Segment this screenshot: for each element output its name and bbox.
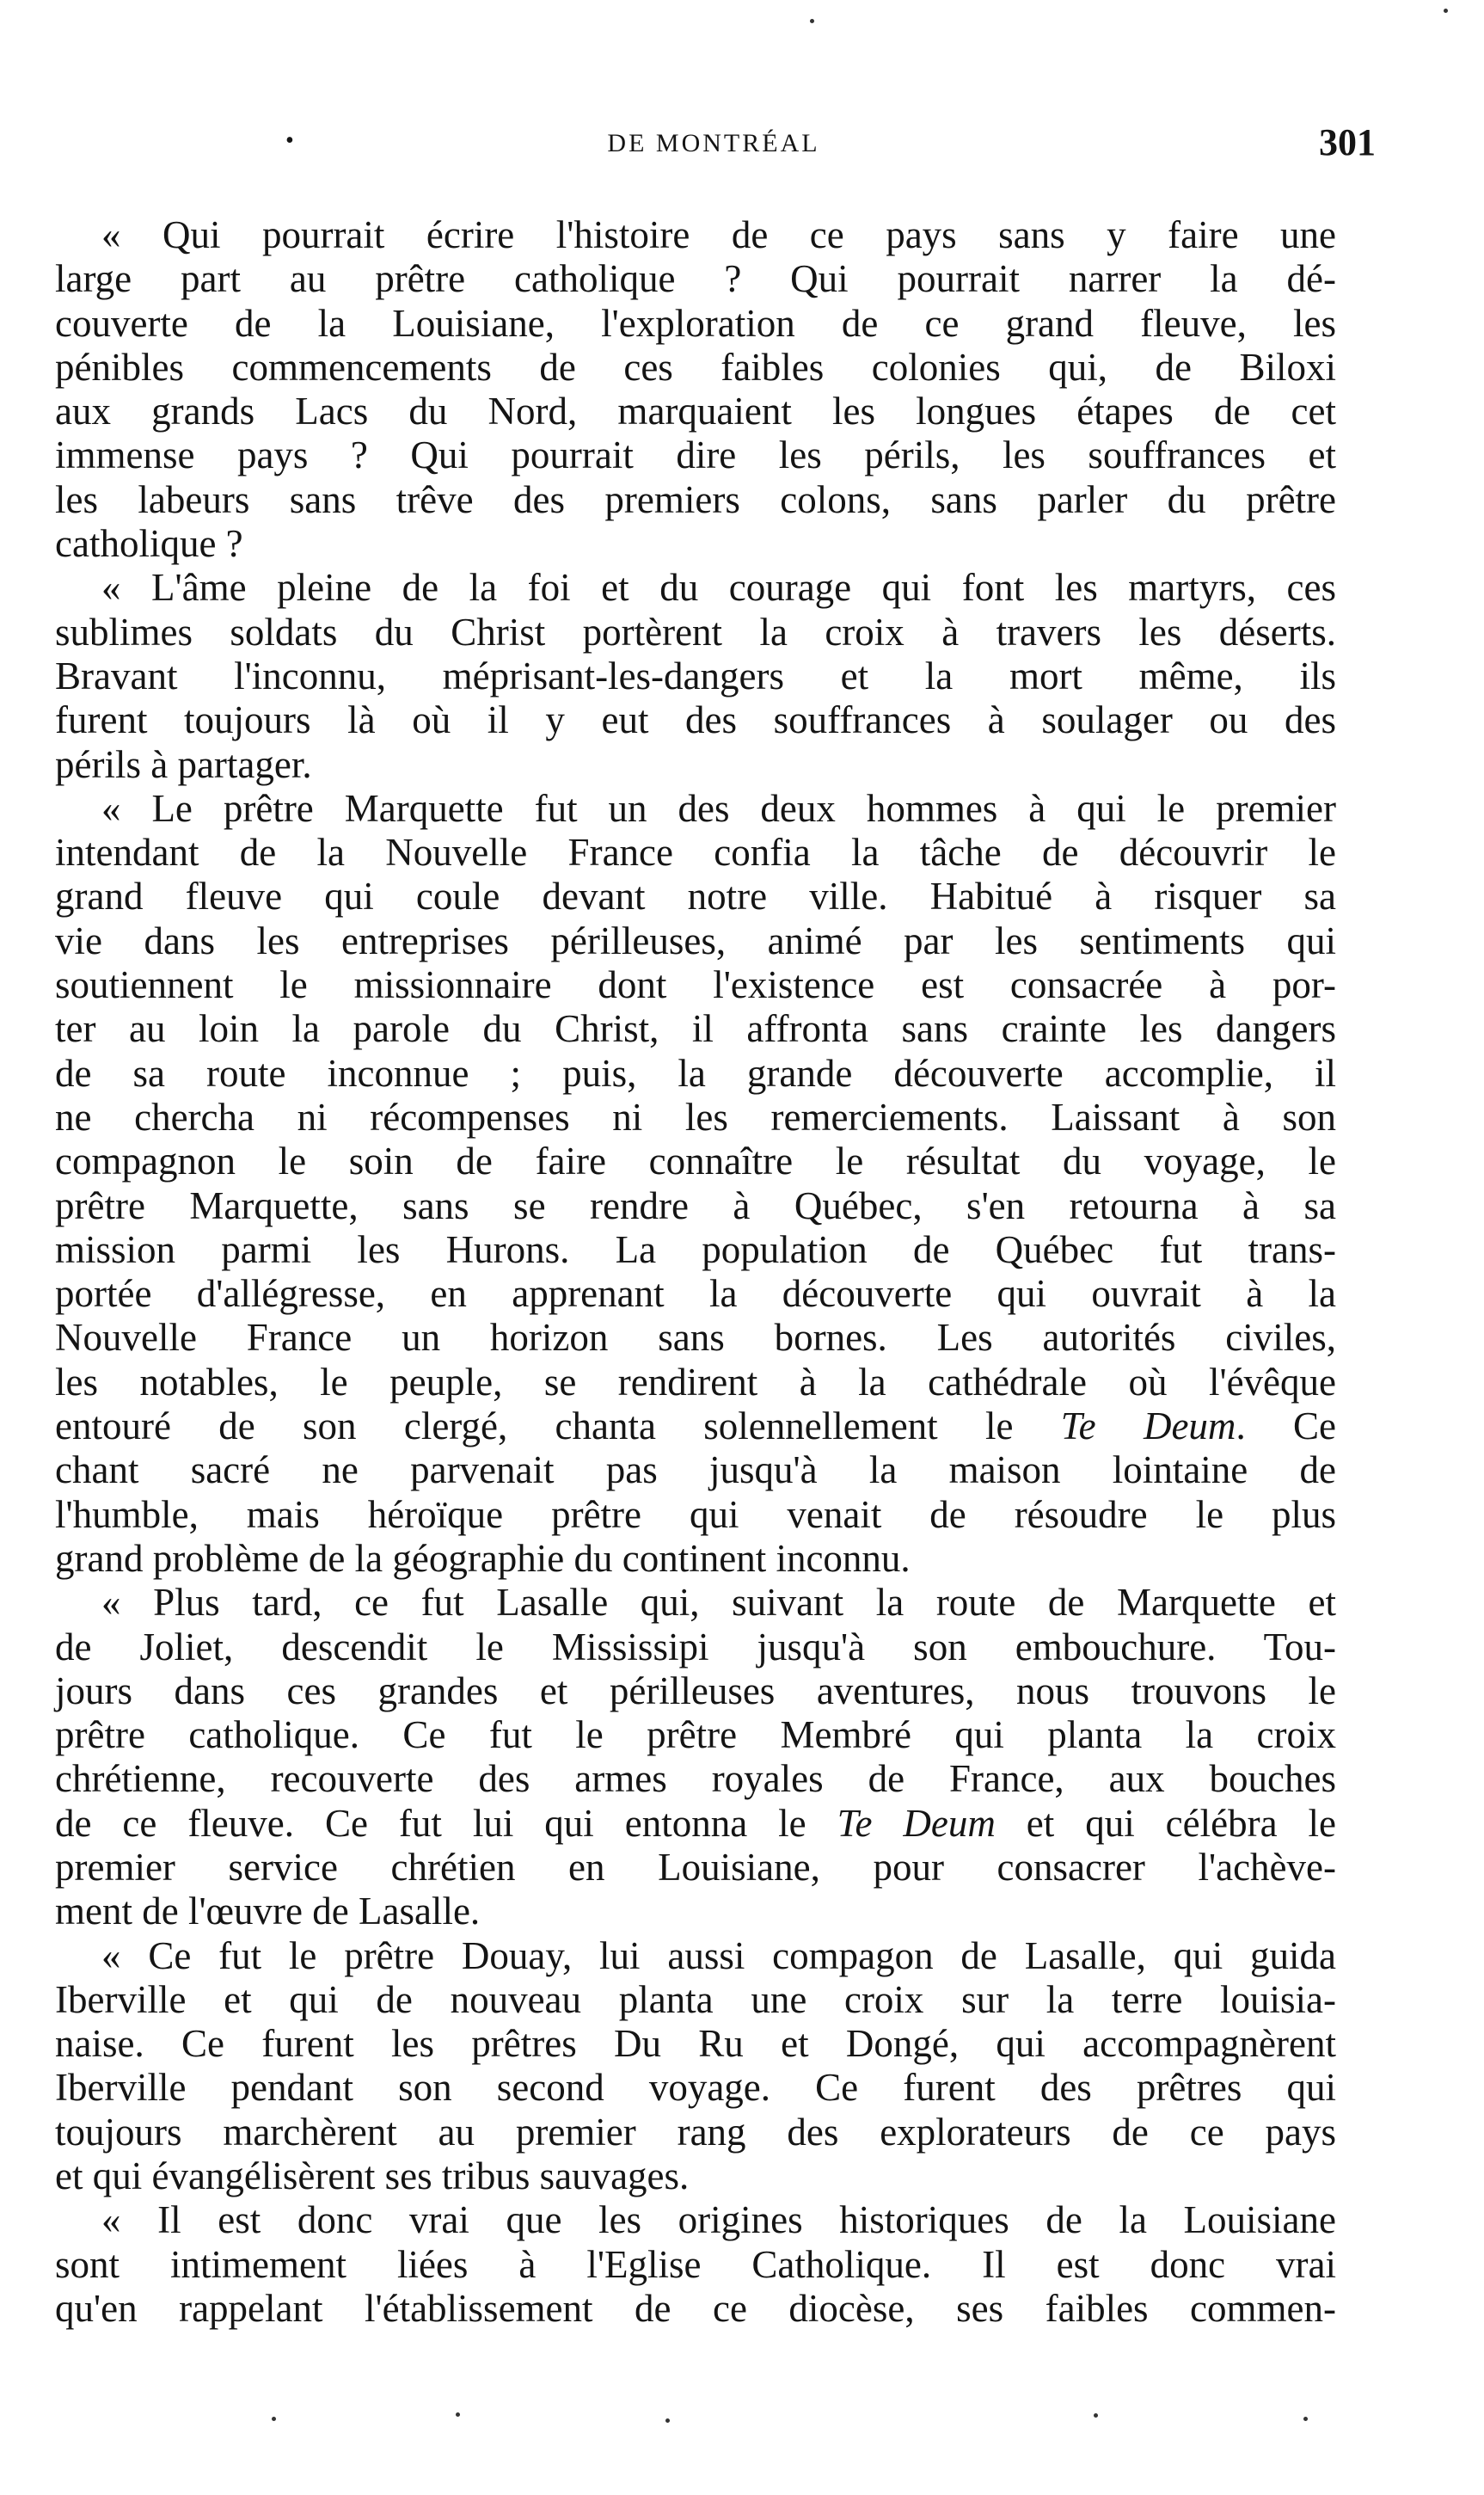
text-line: ter au loin la parole du Christ, il affronta sans crainte les dangers [55, 1007, 1336, 1051]
print-speck [1303, 2417, 1308, 2421]
print-speck [456, 2412, 460, 2417]
text-line: de ce fleuve. Ce fut lui qui entonna le Te Deum et qui célébra le [55, 1801, 1336, 1845]
text-line: naise. Ce furent les prêtres Du Ru et Dongé, qui accompagnèrent [55, 2022, 1336, 2066]
text-line: ne chercha ni récompenses ni les remerciements. Laissant à son [55, 1095, 1336, 1139]
text-line: Iberville et qui de nouveau planta une croix sur la terre louisia- [55, 1977, 1336, 2021]
text-line: sont intimement liées à l'Eglise Catholique. Il est donc vrai [55, 2242, 1336, 2286]
text-line: chrétienne, recouverte des armes royales de France, aux bouches [55, 1757, 1336, 1801]
paragraph [55, 213, 1336, 566]
running-head: DE MONTRÉAL [607, 129, 820, 157]
text-line: intendant de la Nouvelle France confia la tâche de découvrir le [55, 831, 1336, 875]
text-line: grand problème de la géographie du continent inconnu. [55, 1536, 911, 1580]
text-line: large part au prêtre catholique ? Qui pourrait narrer la dé- [55, 257, 1336, 301]
text-line: périls à partager. [55, 742, 312, 786]
page-number: 301 [1319, 121, 1376, 163]
paragraph [55, 1934, 1336, 2199]
paragraph [55, 566, 1336, 786]
page-header [52, 120, 1376, 172]
text-line: chant sacré ne parvenait pas jusqu'à la maison lointaine de [55, 1448, 1336, 1492]
text-line: jours dans ces grandes et périlleuses aventures, nous trouvons le [55, 1668, 1336, 1712]
print-speck [272, 2417, 276, 2421]
printer-bullet-mark: • [285, 127, 294, 154]
paragraph [55, 787, 1336, 1581]
text-line: aux grands Lacs du Nord, marquaient les longues étapes de cet [55, 390, 1336, 433]
text-line: Bravant l'inconnu, méprisant-les-dangers et la mort même, ils [55, 654, 1336, 697]
print-speck [1094, 2413, 1098, 2418]
print-speck [1444, 9, 1448, 13]
text-line: entouré de son clergé, chanta solennellement le Te Deum. Ce [55, 1404, 1336, 1448]
print-speck [810, 19, 814, 23]
text-line: les labeurs sans trêve des premiers colons, sans parler du prêtre [55, 477, 1336, 521]
text-line: « Qui pourrait écrire l'histoire de ce pays sans y faire une [101, 213, 1336, 256]
text-line: furent toujours là où il y eut des souffrances à soulager ou des [55, 698, 1336, 742]
text-line: ment de l'œuvre de Lasalle. [55, 1890, 481, 1933]
text-line: de sa route inconnue ; puis, la grande découverte accomplie, il [55, 1051, 1336, 1095]
text-line: et qui évangélisèrent ses tribus sauvages. [55, 2154, 690, 2198]
text-line: vie dans les entreprises périlleuses, animé par les sentiments qui [55, 919, 1336, 962]
text-line: grand fleuve qui coule devant notre ville. Habitué à risquer sa [55, 875, 1336, 919]
text-line: « Il est donc vrai que les origines historiques de la Louisiane [101, 2198, 1336, 2242]
text-line: les notables, le peuple, se rendirent à la cathédrale où l'évêque [55, 1360, 1336, 1404]
text-line: compagnon le soin de faire connaître le résultat du voyage, le [55, 1140, 1336, 1183]
text-line: Nouvelle France un horizon sans bornes. Les autorités civiles, [55, 1316, 1336, 1360]
text-line: « Ce fut le prêtre Douay, lui aussi compagon de Lasalle, qui guida [101, 1933, 1336, 1977]
text-line: immense pays ? Qui pourrait dire les périls, les souffrances et [55, 433, 1336, 477]
text-line: catholique ? [55, 522, 243, 566]
print-speck [665, 2418, 670, 2423]
text-line: qu'en rappelant l'établissement de ce diocèse, ses faibles commen- [55, 2286, 1336, 2330]
text-line: « Plus tard, ce fut Lasalle qui, suivant la route de Marquette et [101, 1581, 1336, 1625]
text-line: « Le prêtre Marquette fut un des deux hommes à qui le premier [101, 786, 1336, 830]
text-line: de Joliet, descendit le Mississipi jusqu'à son embouchure. Tou- [55, 1625, 1336, 1668]
text-line: mission parmi les Hurons. La population de Québec fut trans- [55, 1227, 1336, 1271]
paragraph [55, 2198, 1336, 2331]
text-line: toujours marchèrent au premier rang des explorateurs de ce pays [55, 2110, 1336, 2154]
text-line: l'humble, mais héroïque prêtre qui venait de résoudre le plus [55, 1492, 1336, 1536]
text-line: premier service chrétien en Louisiane, pour consacrer l'achève- [55, 1845, 1336, 1889]
paragraph [55, 1581, 1336, 1933]
text-line: prêtre catholique. Ce fut le prêtre Membré qui planta la croix [55, 1713, 1336, 1757]
text-line: « L'âme pleine de la foi et du courage qui font les martyrs, ces [101, 566, 1336, 610]
text-line: Iberville pendant son second voyage. Ce furent des prêtres qui [55, 2066, 1336, 2110]
text-line: pénibles commencements de ces faibles colonies qui, de Biloxi [55, 345, 1336, 389]
text-line: couverte de la Louisiane, l'exploration de ce grand fleuve, les [55, 301, 1336, 345]
body-text [55, 213, 1336, 2331]
text-line: portée d'allégresse, en apprenant la découverte qui ouvrait à la [55, 1272, 1336, 1316]
text-line: sublimes soldats du Christ portèrent la croix à travers les déserts. [55, 610, 1336, 654]
text-line: prêtre Marquette, sans se rendre à Québec, s'en retourna à sa [55, 1183, 1336, 1227]
text-line: soutiennent le missionnaire dont l'existence est consacrée à por- [55, 963, 1336, 1007]
